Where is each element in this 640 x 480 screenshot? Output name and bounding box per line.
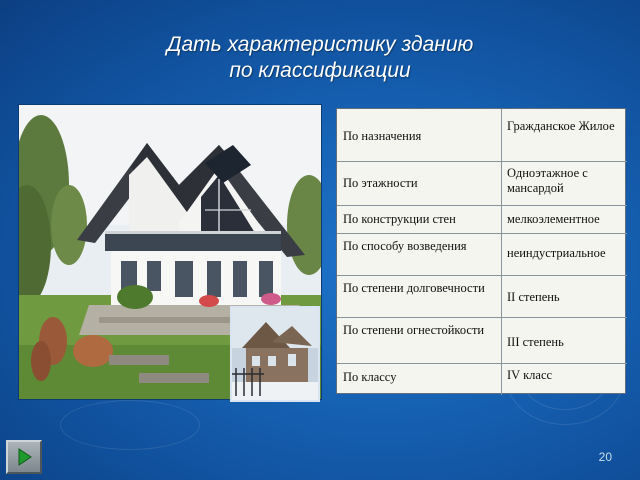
table-row [337,109,627,161]
table-row [337,233,627,275]
play-triangle-icon [14,447,34,467]
classification-table [336,108,626,394]
row-value: IV класс [507,368,553,382]
inset-house-photo [230,306,320,402]
row-label: По степени долговечности [343,281,485,295]
table-row [337,275,627,317]
row-label: По степени огнестойкости [343,323,485,337]
row-value: Гражданское Жилое [507,119,615,133]
row-label: По назначения [343,129,422,143]
row-value: III степень [507,335,564,349]
row-value: Одноэтажное с мансардой [507,166,588,195]
row-label: По конструкции стен [343,212,456,226]
row-label: По классу [343,370,397,384]
row-label: По способу возведения [343,239,467,253]
row-value: мелкоэлементное [507,212,600,226]
background-ripple [60,400,200,450]
slide-title [0,32,640,84]
slide-title-line-1: Дать характеристику зданию [166,33,474,56]
slide-number: 20 [598,450,612,464]
row-value: II степень [507,290,560,304]
table-row [337,363,627,395]
slide-title-line-2: по классификации [229,59,411,82]
row-label: По этажности [343,176,418,190]
row-value: неиндустриальное [507,246,606,260]
table-row [337,161,627,205]
table-row [337,205,627,233]
table-row [337,317,627,363]
next-slide-button[interactable] [6,440,42,474]
